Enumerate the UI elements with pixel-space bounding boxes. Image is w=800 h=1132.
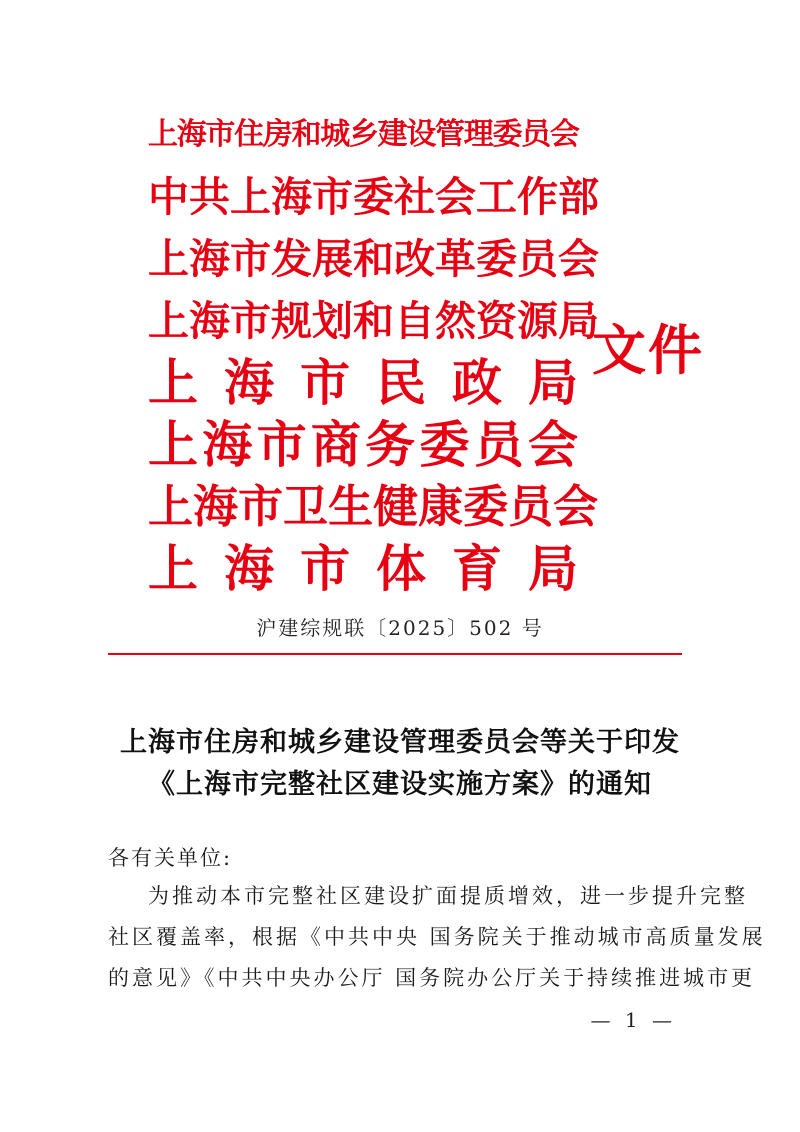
document-label: 文件 bbox=[592, 319, 704, 382]
page-number: — 1 — bbox=[590, 1008, 676, 1032]
body-line: 的意见》《中共中央办公厅 国务院办公厅关于持续推进城市更 bbox=[108, 966, 756, 990]
issuer-line: 上 海 市 规 划 和 自 然 资 源 局 bbox=[148, 297, 599, 345]
issuer-line: 上 海 市 卫 生 健 康 委 员 会 bbox=[148, 480, 599, 533]
salutation: 各有关单位: bbox=[108, 846, 233, 870]
header-divider bbox=[108, 653, 682, 655]
issuer-line: 中 共 上 海 市 委 社 会 工 作 部 bbox=[148, 173, 599, 221]
document-number: 沪建综规联〔2025〕502 号 bbox=[256, 616, 544, 640]
issuer-line: 上 海 市 民 政 局 bbox=[148, 354, 578, 412]
issuer-line: 上 海 市 发 展 和 改 革 委 员 会 bbox=[148, 235, 599, 283]
issuer-list bbox=[148, 104, 599, 600]
issuer-line: 上 海 市 住 房 和 城 乡 建 设 管 理 委 员 会 bbox=[148, 117, 578, 152]
document-title-line2: 《上海市完整社区建设实施方案》的通知 bbox=[148, 769, 652, 800]
issuer-line: 上 海 市 商 务 委 员 会 bbox=[148, 416, 578, 474]
body-line: 社区覆盖率，根据《中共中央 国务院关于推动城市高质量发展 bbox=[108, 925, 766, 949]
body-line: 为推动本市完整社区建设扩面提质增效，进一步提升完整 bbox=[148, 884, 748, 908]
issuer-line: 上 海 市 体 育 局 bbox=[148, 540, 578, 598]
document-title-line1: 上海市住房和城乡建设管理委员会等关于印发 bbox=[120, 727, 680, 758]
